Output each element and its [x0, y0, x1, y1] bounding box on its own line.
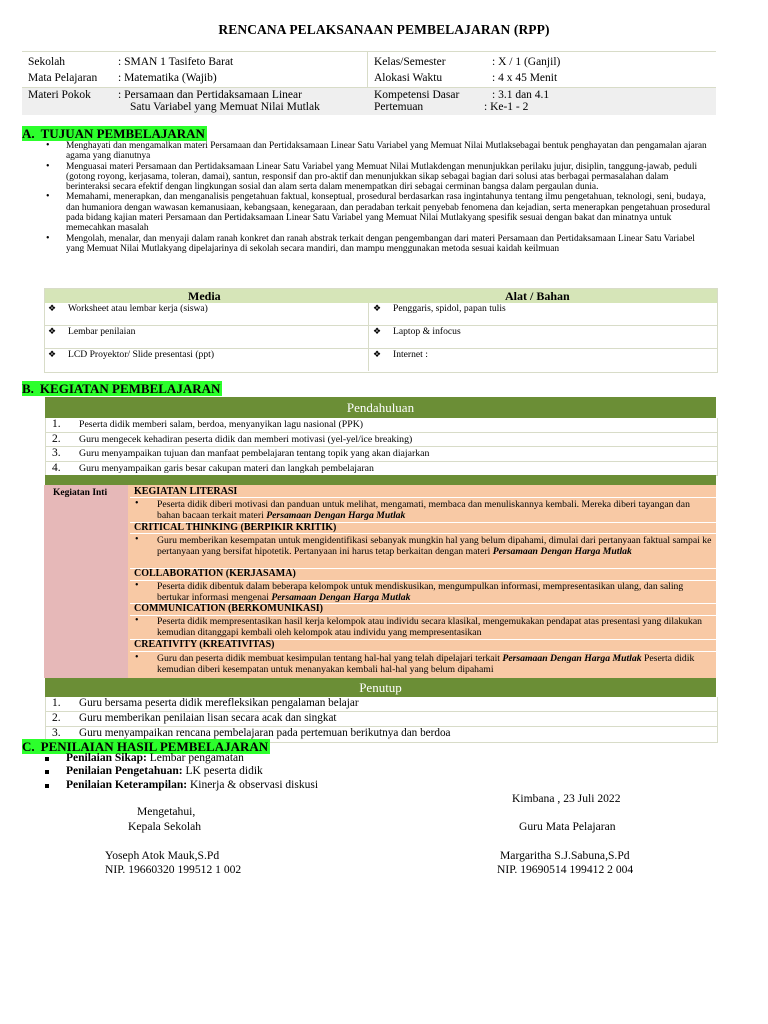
- materi-value: Satu Variabel yang Memuat Nilai Mutlak: [130, 101, 320, 113]
- pendahuluan-list: [45, 418, 718, 476]
- alat-item: ❖ Internet :: [373, 349, 428, 360]
- list-item: • Memahami, menerapkan, dan menganalisis pengetahuan faktual, konseptual, prosedural berdasarkan rasa ingintahunya tentang ilmu pengetahuan, teknologi, seni, budaya, dan humaniora dengan wawasan kemanusiaan, kebangsaan, kenegaraan, dan peradaban terkait penyebab fenomena dan kejadian, serta menerapkan pengetahuan prosedural pada bidang kajian materi Persamaan dan Pertidaksamaan Linear Satu Variabel yang Memuat Nilai Mutlakyang spesifik sesuai dengan bakat dan minatnya untuk memecahkan masalah: [46, 192, 712, 233]
- tujuan-list: [46, 141, 712, 254]
- media-table-header: [45, 289, 717, 303]
- pendahuluan-bar: Pendahuluan: [45, 397, 716, 418]
- bullet-icon: •: [135, 652, 139, 663]
- list-item: 1. Guru bersama peserta didik merefleksikan pengalaman belajar: [46, 697, 717, 712]
- list-item: 2. Guru mengecek kehadiran peserta didik dan memberi motivasi (yel-yel/ice breaking): [46, 433, 717, 448]
- identity-value: : SMAN 1 Tasifeto Barat: [118, 56, 234, 68]
- identity-value: : Matematika (Wajib): [118, 72, 217, 84]
- identity-label: Kelas/Semester: [374, 56, 446, 68]
- list-item: • Mengolah, menalar, dan menyaji dalam ranah konkret dan ranah abstrak terkait dengan pengembangan dari materi Persamaan dan Pertidaksamaan Linear Satu Variabel yang Memuat Nilai Mutlakyang dipelajarinya di sekolah secara mandiri, dan mampu menggunakan metoda sesuai kaidah keilmuan: [46, 234, 712, 255]
- diamond-bullet-icon: ❖: [48, 326, 57, 336]
- list-item: • Menguasai materi Persamaan dan Pertidaksamaan Linear Satu Variabel yang Memuat Nilai Mutlakdengan menunjukkan perilaku jujur, disiplin, tanggung-jawab, peduli (gotong royong, kerjasama, toleran, damai), santun, responsif dan pro-aktif dan menunjukkan sikap sebagai bagian dari solusi atas berbagai permasalahan dalam berinteraksi secara efektif dengan lingkungan sosial dan alam serta dalam menempatkan diri sebagai cerminan bangsa dalam pergaulan dunia.: [46, 162, 712, 193]
- list-item: Penilaian Pengetahuan: LK peserta didik: [44, 765, 318, 778]
- diamond-bullet-icon: ❖: [373, 303, 382, 313]
- collaboration-heading: COLLABORATION (KERJASAMA): [134, 568, 296, 579]
- pertemuan-value: : Ke-1 - 2: [484, 101, 529, 113]
- section-b-heading: [22, 381, 222, 397]
- identity-value: : X / 1 (Ganjil): [492, 56, 561, 68]
- literasi-text: Peserta didik diberi motivasi dan panduan untuk melihat, mengamati, membaca dan menuliskannya kembali. Mereka diberi tayangan dan bahan bacaan terkait materi Persamaan Dengan Harga Mutlak: [157, 499, 690, 522]
- kd-value: : 3.1 dan 4.1: [492, 89, 550, 101]
- diamond-bullet-icon: ❖: [373, 349, 382, 359]
- diamond-bullet-icon: ❖: [48, 303, 57, 313]
- critical-text: Guru memberikan kesempatan untuk mengidentifikasi sebanyak mungkin hal yang belum dipahami, dimulai dari pertanyaan faktual sampai ke pertanyaan yang bersifat hipotetik. Pertanyaan ini harus tetap berkaitan dengan materi Persamaan Dengan Harga Mutlak: [157, 535, 712, 558]
- list-item: 1. Peserta didik memberi salam, berdoa, menyanyikan lagu nasional (PPK): [46, 418, 717, 433]
- bullet-icon: •: [135, 580, 139, 591]
- bullet-icon: •: [135, 615, 139, 626]
- list-item: 2. Guru memberikan penilaian lisan secara acak dan singkat: [46, 712, 717, 727]
- kd-label: Kompetensi Dasar: [374, 89, 460, 101]
- identity-table: [22, 51, 716, 115]
- kegiatan-inti-label: Kegiatan Inti: [53, 488, 108, 498]
- identity-label: Alokasi Waktu: [374, 72, 443, 84]
- list-item: Penilaian Sikap: Lembar pengamatan: [44, 752, 318, 765]
- divider-bar: [45, 475, 716, 485]
- list-item: Penilaian Keterampilan: Kinerja & observasi diskusi: [44, 779, 318, 792]
- penutup-bar: Penutup: [45, 678, 716, 697]
- teacher-role: Guru Mata Pelajaran: [519, 820, 616, 833]
- literasi-heading: KEGIATAN LITERASI: [134, 486, 238, 497]
- communication-heading: COMMUNICATION (BERKOMUNIKASI): [134, 603, 323, 614]
- principal-nip: NIP. 19660320 199512 1 002: [105, 863, 242, 876]
- penutup-list: [45, 697, 718, 743]
- section-number: C.: [22, 739, 41, 754]
- identity-row: [22, 54, 716, 70]
- list-item: 3. Guru menyampaikan rencana pembelajaran pada pertemuan berikutnya dan berdoa: [46, 727, 717, 742]
- penilaian-list: [44, 752, 318, 792]
- section-number: B.: [22, 381, 40, 396]
- principal-role: Kepala Sekolah: [128, 820, 202, 833]
- media-item: ❖ LCD Proyektor/ Slide presentasi (ppt): [48, 349, 215, 360]
- kegiatan-inti-block: [44, 485, 716, 678]
- section-title: TUJUAN PEMBELAJARAN: [40, 126, 205, 141]
- section-a-heading: [22, 126, 207, 142]
- bullet-icon: •: [135, 534, 139, 545]
- collaboration-text: Peserta didik dibentuk dalam beberapa kelompok untuk mendiskusikan, mengumpulkan informasi, mempresentasikan ulang, dan saling bertukar informasi mengenai Persamaan Dengan Harga Mutlak: [157, 581, 684, 604]
- materi-value: : Persamaan dan Pertidaksamaan Linear: [118, 89, 302, 101]
- principal-name: Yoseph Atok Mauk,S.Pd: [105, 849, 220, 862]
- teacher-nip: NIP. 19690514 199412 2 004: [497, 863, 634, 876]
- identity-label: Mata Pelajaran: [28, 72, 98, 84]
- media-item: ❖ Worksheet atau lembar kerja (siswa): [48, 303, 208, 314]
- alat-item: ❖ Laptop & infocus: [373, 326, 461, 337]
- section-title: KEGIATAN PEMBELAJARAN: [39, 381, 221, 396]
- bullet-icon: •: [135, 498, 139, 509]
- document-title: RENCANA PELAKSANAAN PEMBELAJARAN (RPP): [218, 22, 550, 37]
- mengetahui-text: Mengetahui,: [137, 805, 196, 818]
- alat-item: ❖ Penggaris, spidol, papan tulis: [373, 303, 506, 314]
- diamond-bullet-icon: ❖: [48, 349, 57, 359]
- pertemuan-label: Pertemuan: [374, 101, 424, 113]
- list-item: • Menghayati dan mengamalkan materi Persamaan dan Pertidaksamaan Linear Satu Variabel yang Memuat Nilai Mutlaksebagai bentuk penghayatan dan pengamalan ajaran agama yang dianutnya: [46, 141, 712, 162]
- kegiatan-inti-label-cell: [44, 485, 128, 678]
- media-header: Media: [188, 289, 221, 303]
- creativity-text: Guru dan peserta didik membuat kesimpulan tentang hal-hal yang telah dipelajari terkait Persamaan Dengan Harga Mutlak Peserta didik kemudian diberi kesempatan untuk menanyakan kembali hal-hal yang belum dipahami: [157, 653, 695, 676]
- critical-heading: CRITICAL THINKING (BERPIKIR KRITIK): [134, 522, 337, 533]
- identity-value: : 4 x 45 Menit: [492, 72, 558, 84]
- teacher-name: Margaritha S.J.Sabuna,S.Pd: [500, 849, 630, 862]
- identity-row: [22, 87, 716, 115]
- materi-label: Materi Pokok: [28, 89, 91, 101]
- section-number: A.: [22, 126, 41, 141]
- place-date: Kimbana , 23 Juli 2022: [512, 792, 621, 805]
- identity-row: [22, 70, 716, 87]
- communication-text: Peserta didik mempresentasikan hasil kerja kelompok atau individu secara klasikal, mengemukakan pendapat atas presentasi yang dilakukan kemudian ditanggapi kembali oleh kelompok atau individu yang mempresentasikan: [157, 616, 703, 639]
- identity-label: Sekolah: [28, 56, 66, 68]
- list-item: 4. Guru menyampaikan garis besar cakupan materi dan langkah pembelajaran: [46, 462, 717, 477]
- alat-header: Alat / Bahan: [505, 289, 570, 303]
- media-table: [44, 288, 718, 373]
- section-title: PENILAIAN HASIL PEMBELAJARAN: [40, 739, 269, 754]
- media-item: ❖ Lembar penilaian: [48, 326, 136, 337]
- creativity-heading: CREATIVITY (KREATIVITAS): [134, 639, 275, 650]
- list-item: 3. Guru menyampaikan tujuan dan manfaat pembelajaran tentang topik yang akan diajarkan: [46, 447, 717, 462]
- diamond-bullet-icon: ❖: [373, 326, 382, 336]
